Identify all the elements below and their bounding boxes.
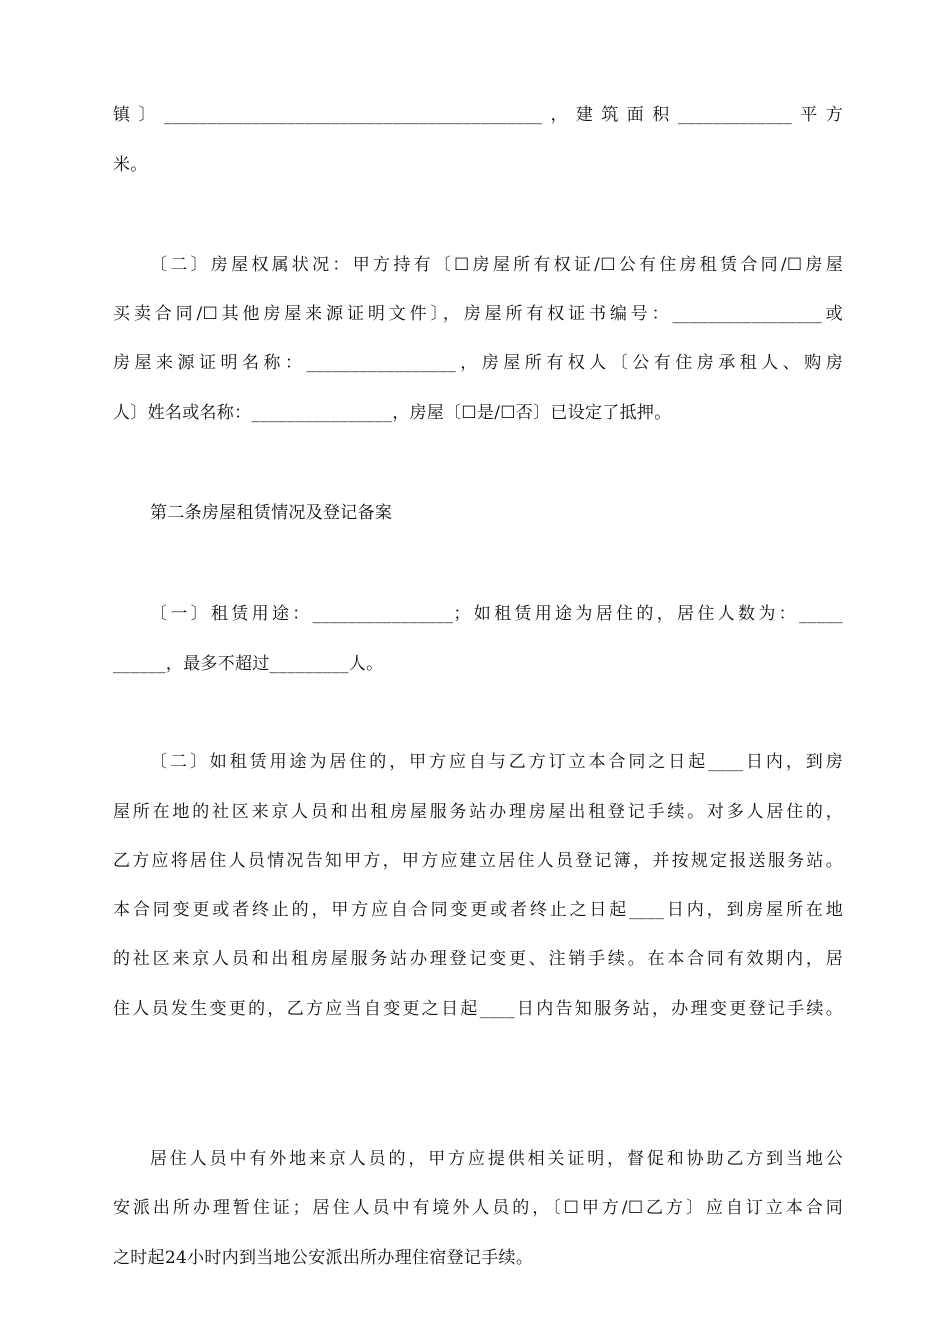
text-line: 住人员发生变更的，乙方应当自变更之日起____日内告知服务站，办理变更登记手续。 xyxy=(113,999,843,1019)
text-line: 乙方应将居住人员情况告知甲方，甲方应建立居住人员登记簿，并按规定报送服务站。 xyxy=(113,851,843,871)
text-line: 之时起24小时内到当地公安派出所办理住宿登记手续。 xyxy=(113,1248,534,1268)
text-line: 屋所在地的社区来京人员和出租房屋服务站办理房屋出租登记手续。对多人居住的， xyxy=(113,802,843,822)
text-line: 安派出所办理暂住证；居住人员中有境外人员的，〔☐甲方/☐乙方〕应自订立本合同 xyxy=(113,1198,843,1218)
text-line: ______，最多不超过_________人。 xyxy=(113,654,384,674)
text-line: 房屋来源证明名称：_________________，房屋所有权人〔公有住房承租人、购房 xyxy=(113,353,843,373)
text-line: 〔二〕房屋权属状况：甲方持有〔☐房屋所有权证/☐公有住房租赁合同/☐房屋 xyxy=(150,255,843,275)
text-line: 〔二〕如租赁用途为居住的，甲方应自与乙方订立本合同之日起____日内，到房 xyxy=(150,752,843,772)
text-line: 买卖合同/☐其他房屋来源证明文件〕，房屋所有权证书编号：_________________或 xyxy=(113,304,843,324)
text-line: 〔一〕租赁用途：________________；如租赁用途为居住的，居住人数为：_____ xyxy=(150,604,843,624)
article-heading: 第二条房屋租赁情况及登记备案 xyxy=(150,503,393,523)
text-line: 人〕姓名或名称：________________，房屋〔☐是/☐否〕已设定了抵押。 xyxy=(113,403,672,423)
text-line: 的社区来京人员和出租房屋服务站办理登记变更、注销手续。在本合同有效期内，居 xyxy=(113,949,843,969)
text-line: 居住人员中有外地来京人员的，甲方应提供相关证明，督促和协助乙方到当地公 xyxy=(150,1149,843,1169)
text-line: 本合同变更或者终止的，甲方应自合同变更或者终止之日起____日内，到房屋所在地 xyxy=(113,900,843,920)
text-line: 米。 xyxy=(113,155,148,175)
text-line: 镇〕___________________________________________，建筑面积_____________平方 xyxy=(113,105,843,125)
